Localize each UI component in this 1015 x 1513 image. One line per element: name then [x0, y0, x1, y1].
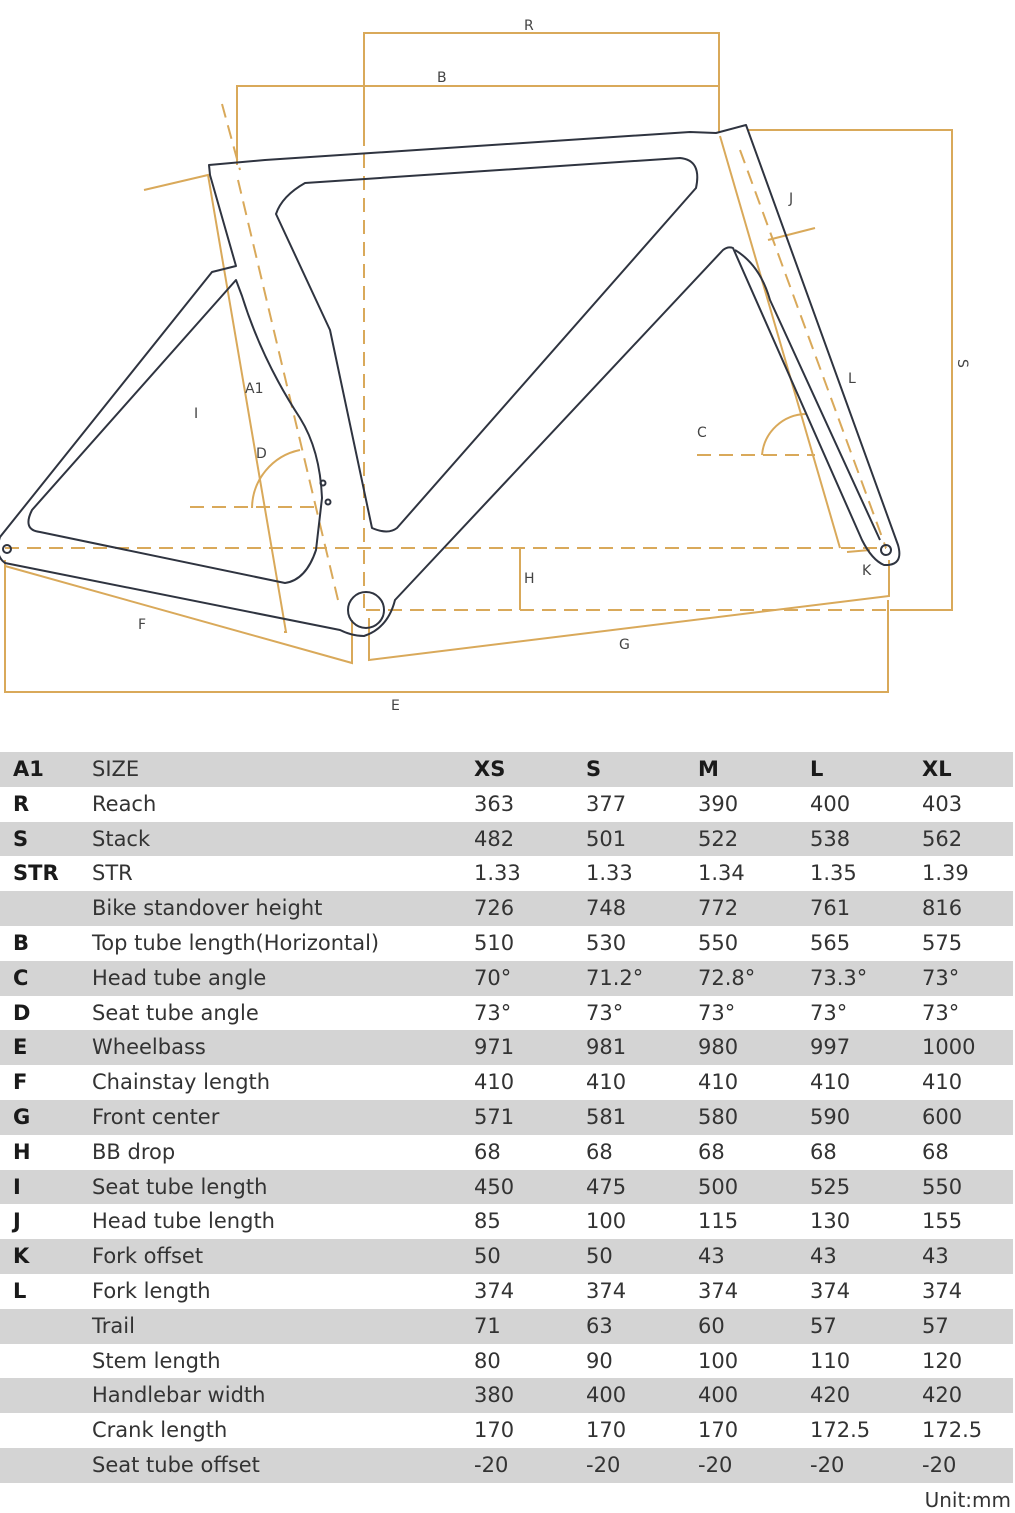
row-value: 403 — [922, 791, 963, 816]
table-row — [0, 926, 1013, 961]
row-value: 71 — [474, 1313, 501, 1338]
row-value: 363 — [474, 791, 515, 816]
table-row — [0, 856, 1013, 891]
row-value: 772 — [698, 896, 739, 921]
row-value: 550 — [922, 1174, 963, 1199]
row-value: 510 — [474, 930, 515, 955]
row-value: 400 — [810, 791, 851, 816]
dim-line-top-tube — [237, 86, 719, 165]
row-value: 980 — [698, 1035, 739, 1060]
row-code: D — [13, 1000, 31, 1025]
frame-outer-outline — [0, 125, 899, 636]
row-value: 410 — [698, 1070, 739, 1095]
row-code: B — [13, 930, 30, 955]
dim-line-head-tube — [768, 228, 815, 240]
row-value: 816 — [922, 896, 963, 921]
row-value: 68 — [586, 1139, 613, 1164]
row-label: STR — [92, 861, 133, 886]
row-value: 80 — [474, 1348, 501, 1373]
row-value: 501 — [586, 826, 627, 851]
row-label: Wheelbass — [92, 1035, 206, 1060]
table-row — [0, 1135, 1013, 1170]
row-label: Head tube length — [92, 1209, 275, 1234]
dashed-head-axis — [740, 150, 886, 548]
table-body — [0, 787, 1015, 1483]
row-label: Head tube angle — [92, 965, 267, 990]
row-value: 70° — [474, 965, 512, 990]
label-L: L — [848, 371, 856, 387]
row-value: 450 — [474, 1174, 515, 1199]
row-value: 43 — [922, 1244, 949, 1269]
row-value: 522 — [698, 826, 739, 851]
header-size-s: S — [586, 757, 602, 781]
row-code: S — [13, 826, 29, 851]
row-value: 374 — [698, 1278, 739, 1303]
row-value: 72.8° — [698, 965, 756, 990]
row-label: Seat tube length — [92, 1174, 268, 1199]
row-code: L — [13, 1278, 27, 1303]
row-code: E — [13, 1035, 28, 1060]
row-value: 100 — [698, 1348, 739, 1373]
table-row — [0, 1170, 1013, 1205]
row-value: 475 — [586, 1174, 627, 1199]
label-R: R — [524, 18, 534, 34]
bottle-mount-upper — [321, 481, 326, 486]
table-row — [0, 1204, 1013, 1239]
row-value: 997 — [810, 1035, 851, 1060]
geometry-table — [0, 752, 1015, 1483]
row-value: 380 — [474, 1383, 515, 1408]
row-code: J — [13, 1209, 21, 1234]
table-row — [0, 996, 1013, 1031]
row-value: 410 — [810, 1070, 851, 1095]
row-value: 73.3° — [810, 965, 868, 990]
row-code: K — [13, 1244, 30, 1269]
row-value: 155 — [922, 1209, 963, 1234]
row-value: 73° — [586, 1000, 624, 1025]
table-row — [0, 1309, 1013, 1344]
row-value: 390 — [698, 791, 739, 816]
row-label: Bike standover height — [92, 896, 323, 921]
row-value: 500 — [698, 1174, 739, 1199]
label-C: C — [697, 425, 707, 441]
row-value: 374 — [810, 1278, 851, 1303]
row-value: 410 — [474, 1070, 515, 1095]
table-row — [0, 1448, 1013, 1483]
header-size-xl: XL — [922, 757, 952, 781]
row-code: I — [13, 1174, 21, 1199]
row-value: 538 — [810, 826, 851, 851]
label-J: J — [789, 191, 794, 207]
row-value: 170 — [474, 1418, 515, 1443]
row-value: 571 — [474, 1104, 515, 1129]
unit-note: Unit:mm — [924, 1488, 1011, 1512]
row-value: 377 — [586, 791, 627, 816]
table-row — [0, 1030, 1013, 1065]
label-D: D — [256, 446, 267, 462]
row-value: 580 — [698, 1104, 739, 1129]
row-value: 565 — [810, 930, 851, 955]
row-label: BB drop — [92, 1139, 176, 1164]
row-label: Crank length — [92, 1418, 228, 1443]
table-row — [0, 1378, 1013, 1413]
row-value: 1.39 — [922, 861, 969, 886]
row-value: 410 — [586, 1070, 627, 1095]
dim-line-fork-offset — [847, 550, 870, 552]
row-label: Trail — [92, 1313, 135, 1338]
row-label: Reach — [92, 791, 157, 816]
row-value: 172.5 — [922, 1418, 983, 1443]
row-value: -20 — [698, 1452, 733, 1477]
dim-line-seat-tube — [144, 175, 286, 632]
bottle-mount-lower — [326, 500, 331, 505]
row-code: R — [13, 791, 30, 816]
row-value: 581 — [586, 1104, 627, 1129]
row-value: 410 — [922, 1070, 963, 1095]
row-value: 530 — [586, 930, 627, 955]
row-value: 562 — [922, 826, 963, 851]
dim-line-fork — [720, 136, 840, 548]
label-H: H — [524, 571, 535, 587]
table-row — [0, 1344, 1013, 1379]
row-value: 420 — [810, 1383, 851, 1408]
row-value: -20 — [922, 1452, 957, 1477]
row-value: 43 — [698, 1244, 725, 1269]
table-row — [0, 1239, 1013, 1274]
label-F: F — [138, 617, 147, 633]
table-row — [0, 1274, 1013, 1309]
row-label: Stack — [92, 826, 151, 851]
row-value: 400 — [586, 1383, 627, 1408]
row-value: 73° — [810, 1000, 848, 1025]
row-value: 73° — [474, 1000, 512, 1025]
table-row — [0, 822, 1013, 857]
label-I: I — [194, 406, 199, 422]
label-B: B — [437, 70, 447, 86]
table-row — [0, 1100, 1013, 1135]
row-value: 1000 — [922, 1035, 976, 1060]
row-value: 1.35 — [810, 861, 857, 886]
row-value: 85 — [474, 1209, 501, 1234]
row-value: 68 — [698, 1139, 725, 1164]
frame-geometry-diagram — [0, 0, 1015, 740]
row-value: -20 — [474, 1452, 509, 1477]
row-value: 71.2° — [586, 965, 644, 990]
label-G: G — [619, 637, 630, 653]
row-value: 575 — [922, 930, 963, 955]
row-value: -20 — [810, 1452, 845, 1477]
row-value: 420 — [922, 1383, 963, 1408]
row-value: 57 — [922, 1313, 949, 1338]
label-S: S — [954, 359, 970, 368]
row-value: 120 — [922, 1348, 963, 1373]
row-value: 761 — [810, 896, 851, 921]
row-code: G — [13, 1104, 31, 1129]
row-value: 374 — [474, 1278, 515, 1303]
row-value: 73° — [698, 1000, 736, 1025]
head-angle-arc — [762, 414, 806, 455]
row-value: -20 — [586, 1452, 621, 1477]
table-row — [0, 1413, 1013, 1448]
row-value: 63 — [586, 1313, 613, 1338]
row-value: 68 — [922, 1139, 949, 1164]
row-value: 726 — [474, 896, 515, 921]
row-value: 90 — [586, 1348, 613, 1373]
header-code: A1 — [13, 757, 44, 781]
header-size-m: M — [698, 757, 719, 781]
row-value: 590 — [810, 1104, 851, 1129]
row-code: H — [13, 1139, 31, 1164]
row-value: 130 — [810, 1209, 851, 1234]
row-value: 100 — [586, 1209, 627, 1234]
dim-line-stack — [748, 130, 952, 610]
header-size-label: SIZE — [92, 757, 140, 781]
table-row — [0, 1065, 1013, 1100]
table-header-row — [0, 752, 1013, 787]
row-value: 43 — [810, 1244, 837, 1269]
label-E: E — [391, 698, 400, 714]
row-code: F — [13, 1070, 28, 1095]
row-value: 73° — [922, 1000, 960, 1025]
row-value: 1.33 — [474, 861, 521, 886]
header-size-l: L — [810, 757, 824, 781]
table-row — [0, 891, 1013, 926]
row-value: 68 — [810, 1139, 837, 1164]
row-value: 115 — [698, 1209, 739, 1234]
row-value: 1.34 — [698, 861, 745, 886]
row-value: 50 — [474, 1244, 501, 1269]
row-label: Top tube length(Horizontal) — [92, 930, 380, 955]
row-code: STR — [13, 861, 59, 886]
row-value: 981 — [586, 1035, 627, 1060]
frame-rear-triangle — [28, 280, 322, 583]
row-value: 374 — [922, 1278, 963, 1303]
row-label: Front center — [92, 1104, 220, 1129]
row-code: C — [13, 965, 29, 990]
row-value: 748 — [586, 896, 627, 921]
row-value: 110 — [810, 1348, 851, 1373]
table-row — [0, 961, 1013, 996]
row-label: Chainstay length — [92, 1070, 271, 1095]
row-value: 1.33 — [586, 861, 633, 886]
row-value: 482 — [474, 826, 515, 851]
row-label: Handlebar width — [92, 1383, 266, 1408]
row-label: Seat tube offset — [92, 1452, 260, 1477]
row-value: 400 — [698, 1383, 739, 1408]
dim-line-chainstay — [5, 566, 352, 663]
row-value: 525 — [810, 1174, 851, 1199]
label-K: K — [862, 563, 872, 579]
row-value: 170 — [698, 1418, 739, 1443]
row-value: 170 — [586, 1418, 627, 1443]
row-value: 600 — [922, 1104, 963, 1129]
row-value: 60 — [698, 1313, 725, 1338]
row-value: 57 — [810, 1313, 837, 1338]
row-value: 971 — [474, 1035, 515, 1060]
label-A1: A1 — [245, 381, 264, 397]
row-value: 68 — [474, 1139, 501, 1164]
row-value: 550 — [698, 930, 739, 955]
row-value: 374 — [586, 1278, 627, 1303]
row-label: Stem length — [92, 1348, 221, 1373]
row-label: Fork length — [92, 1278, 211, 1303]
table-row — [0, 787, 1013, 822]
header-size-xs: XS — [474, 757, 506, 781]
row-value: 73° — [922, 965, 960, 990]
row-value: 50 — [586, 1244, 613, 1269]
dim-line-reach — [364, 33, 719, 132]
row-label: Fork offset — [92, 1244, 204, 1269]
row-label: Seat tube angle — [92, 1000, 259, 1025]
row-value: 172.5 — [810, 1418, 871, 1443]
